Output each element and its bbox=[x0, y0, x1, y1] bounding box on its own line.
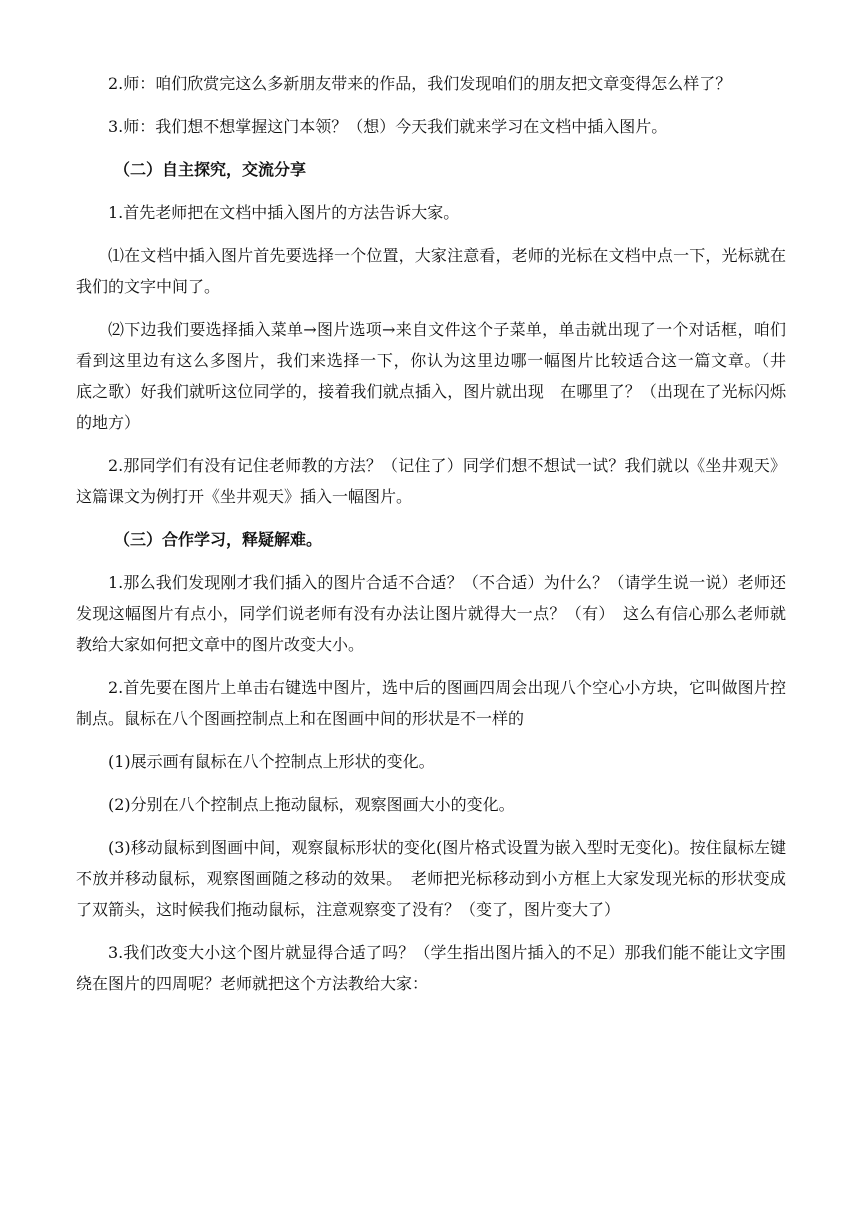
paragraph: 3.师：我们想不想掌握这门本领？（想）今天我们就来学习在文档中插入图片。 bbox=[108, 117, 668, 136]
document-page bbox=[76, 68, 803, 1011]
paragraph: 1.首先老师把在文档中插入图片的方法告诉大家。 bbox=[108, 203, 460, 222]
paragraph: (2)分别在八个控制点上拖动鼠标，观察图画大小的变化。 bbox=[108, 795, 515, 814]
paragraph: 2.师：咱们欣赏完这么多新朋友带来的作品，我们发现咱们的朋友把文章变得怎么样了？ bbox=[108, 74, 732, 93]
paragraph: ⑵下边我们要选择插入菜单→图片选项→来自文件这个子菜单，单击就出现了一个对话框，咱们看到这里边有这么多图片，我们来选择一下，你认为这里边哪一幅图片比较适合这一篇文章。（井 底之歌）好我们就听这位同学的，接着我们就点插入，图片就出现 在哪里了？（出现在了光标闪烁的地方） bbox=[76, 320, 803, 432]
paragraph: (3)移动鼠标到图画中间，观察鼠标形状的变化(图片格式设置为嵌入型时无变化)。按住鼠标左键不放并移动鼠标，观察图画随之移动的效果。 老师把光标移动到小方框上大家发现光标的形状变成了双箭头，这时候我们拖动鼠标，注意观察变了没有？（变了，图片变大了） bbox=[76, 838, 786, 919]
paragraph: 2.首先要在图片上单击右键选中图片，选中后的图画四周会出现八个空心小方块，它叫做图片控制点。鼠标在八个图画控制点上和在图画中间的形状是不一样的 bbox=[76, 678, 786, 728]
paragraph: 3.我们改变大小这个图片就显得合适了吗？（学生指出图片插入的不足）那我们能不能让文字围绕在图片的四周呢？老师就把这个方法教给大家： bbox=[76, 943, 786, 993]
paragraph: ⑴在文档中插入图片首先要选择一个位置，大家注意看，老师的光标在文档中点一下，光标就在我们的文字中间了。 bbox=[76, 246, 786, 296]
paragraph: (1)展示画有鼠标在八个控制点上形状的变化。 bbox=[108, 752, 435, 771]
section-heading: （二）自主探究，交流分享 bbox=[114, 160, 307, 179]
paragraph: 2.那同学们有没有记住老师教的方法？（记住了）同学们想不想试一试？我们就以《坐井观天》这篇课文为例打开《坐井观天》插入一幅图片。 bbox=[76, 456, 786, 506]
section-heading: （三）合作学习，释疑解难。 bbox=[114, 530, 323, 549]
paragraph: 1.那么我们发现刚才我们插入的图片合适不合适？（不合适）为什么？（请学生说一说）老师还发现这幅图片有点小，同学们说老师有没有办法让图片就得大一点？（有） 这么有信心那么老师就教给大家如何把文章中的图片改变大小。 bbox=[76, 573, 786, 654]
